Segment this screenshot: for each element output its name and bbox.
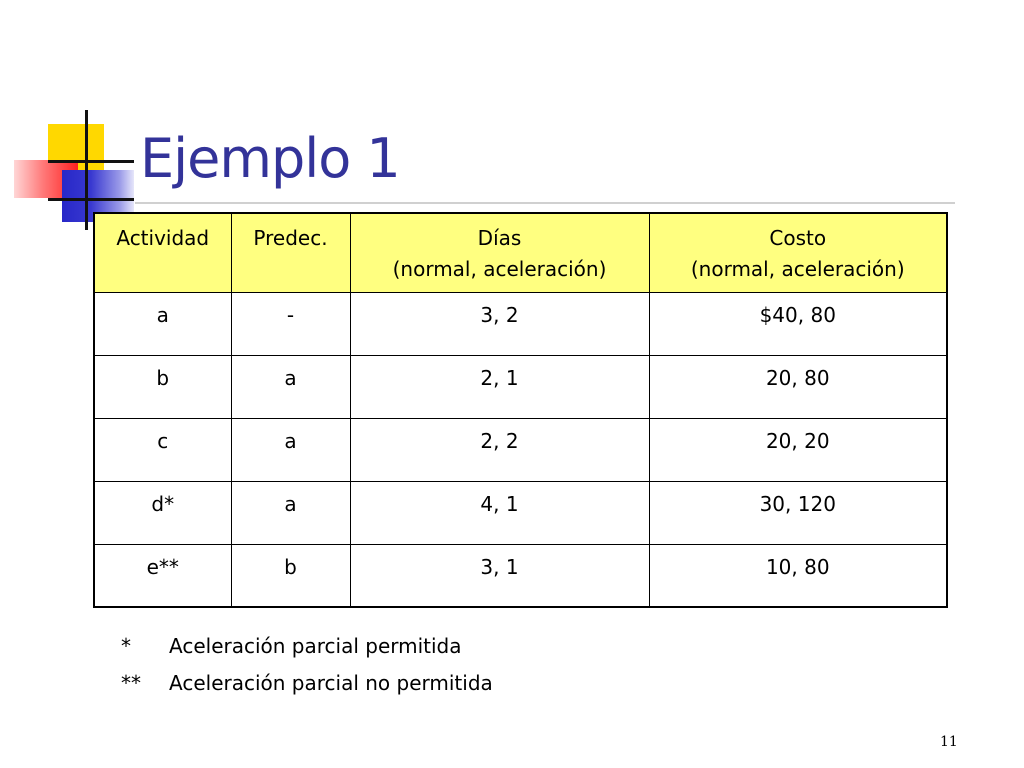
cell-dias: 3, 2 (350, 292, 649, 355)
cell-predec: a (231, 418, 350, 481)
cell-actividad: c (94, 418, 231, 481)
cell-actividad: d* (94, 481, 231, 544)
header-predec (231, 213, 350, 292)
footnote-mark: * (121, 634, 131, 658)
footnote-item (121, 628, 493, 665)
logo-horizontal-line (48, 160, 134, 163)
cell-predec: a (231, 355, 350, 418)
header-sublabel: (normal, aceleración) (392, 257, 607, 281)
cell-actividad: e** (94, 544, 231, 607)
table-row (94, 355, 947, 418)
cell-dias: 3, 1 (350, 544, 649, 607)
footnote-text: Aceleración parcial permitida (169, 634, 462, 658)
slide-title: Ejemplo 1 (140, 127, 400, 190)
header-actividad (94, 213, 231, 292)
footnote-item (121, 665, 493, 702)
header-sublabel: (normal, aceleración) (690, 257, 905, 281)
page-number: 11 (940, 734, 958, 750)
activities-table (93, 212, 948, 608)
cell-costo: 10, 80 (649, 544, 947, 607)
cell-actividad: a (94, 292, 231, 355)
table-header-row (94, 213, 947, 292)
logo-vertical-line (85, 110, 88, 230)
cell-predec: a (231, 481, 350, 544)
cell-costo: 20, 80 (649, 355, 947, 418)
cell-costo: $40, 80 (649, 292, 947, 355)
footnote-text: Aceleración parcial no permitida (169, 671, 493, 695)
cell-predec: b (231, 544, 350, 607)
table-row (94, 418, 947, 481)
header-costo (649, 213, 947, 292)
cell-predec: - (231, 292, 350, 355)
footnote-mark: ** (121, 671, 141, 695)
cell-dias: 2, 2 (350, 418, 649, 481)
logo-horizontal-line (48, 198, 134, 201)
title-divider (135, 202, 955, 204)
header-label: Días (477, 226, 522, 250)
table-row (94, 481, 947, 544)
footnotes (121, 628, 493, 702)
header-label: Costo (769, 226, 827, 250)
cell-costo: 20, 20 (649, 418, 947, 481)
table-row (94, 544, 947, 607)
cell-actividad: b (94, 355, 231, 418)
header-label: Predec. (253, 226, 328, 250)
cell-dias: 2, 1 (350, 355, 649, 418)
header-label: Actividad (116, 226, 210, 250)
cell-costo: 30, 120 (649, 481, 947, 544)
table-row (94, 292, 947, 355)
cell-dias: 4, 1 (350, 481, 649, 544)
header-dias (350, 213, 649, 292)
slide-logo-decoration (0, 0, 160, 240)
